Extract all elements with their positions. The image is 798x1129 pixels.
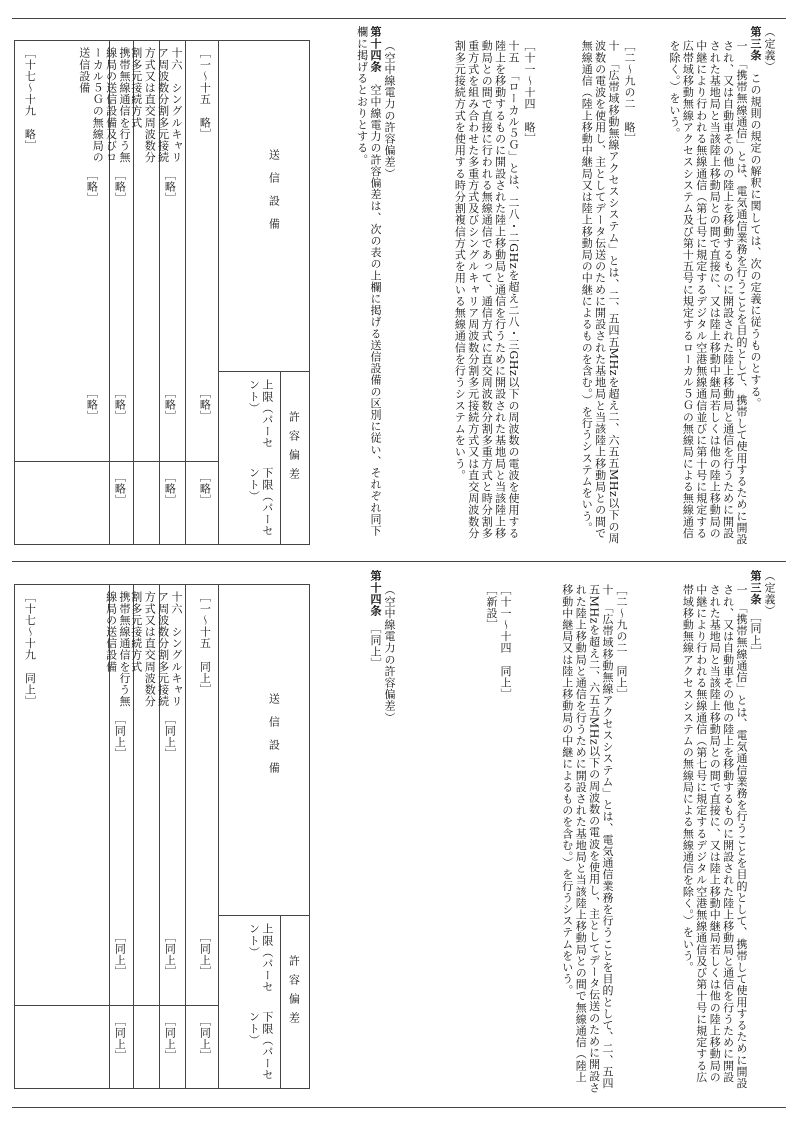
upper-col-equipment: 送信設備: [267, 149, 281, 241]
upper-art14-text: 空中線電力の許容偏差は、次の表の上欄に掲げる送信設備の区別に従い、それぞれ同下欄に掲げるとおりとする。: [355, 26, 382, 537]
top-rule: [12, 18, 786, 19]
upper-art3-lead-col: [749, 26, 762, 546]
divider: [280, 371, 281, 544]
upper-col-tolerance: 許容偏差: [287, 411, 301, 487]
upper-col-lower: 下限（パーセント）: [247, 467, 274, 537]
lower-art3-item1: 一 「携帯無線通信」とは、電気通信業務を行うことを目的として、携帯して使用するために開設され、又は自動車その他の陸上を移動するものに開設された陸上移動局と通信を行うために開設された基地局と当該陸上移動局との間で直接に、又は陸上移動中継局若しくは他の陸上移動局の中継により行われる無線通信（第七号に規定するデジタル空港無線通信及び第十号に規定する広帯域移動無線アクセスシステムの無線局による無線通信を除く。）をいう。: [681, 584, 748, 1089]
upper-row2-eq-c: ［略］: [163, 169, 177, 204]
upper-col-upper: 上限（パーセント）: [247, 379, 274, 449]
upper-row3-equipment: 携帯無線通信を行う無線局の送信設備及びローカル５Ｇの無線局の送信設備: [77, 47, 131, 163]
upper-row2-lower: ［略］: [163, 471, 177, 506]
upper-row4-equipment: ［十七～十九 略］: [23, 47, 37, 152]
upper-art3-item15: 十五 「ローカル５Ｇ」とは、二八・二GHzを超え二八・三GHz以下の周波数の電波を使用する陸上を移動するものに開設された陸上移動局と通信を行うために開設された基地局と当該陸上移動局との間で直接に行われる無線通信であって、通信方式に直交周波数分割多重方式と時分割多重方式を組み合わせた多重方式及びシングルキャリア周波数分割多元接続方式又は直交周波数分割多元接続方式を使用する時分割複信方式を用いる無線通信を行うシステムをいう。: [453, 40, 520, 539]
upper-row2-upper: ［略］: [163, 387, 177, 422]
divider: [280, 915, 281, 1088]
upper-art14-head: 第十四条: [369, 26, 382, 73]
divider: [218, 915, 309, 916]
lower-row2-upper: ［同上］: [163, 931, 177, 978]
lower-art14-caption: （空中線電力の許容偏差）: [383, 584, 396, 724]
lower-row1-lower: ［同上］: [198, 1015, 212, 1062]
upper-range-11-14: ［十一～十四 略］: [523, 40, 536, 145]
lower-art3-lead: ［同上］: [749, 616, 762, 658]
lower-row1-equipment: ［一～十五 同上］: [198, 591, 212, 696]
middle-rule: [12, 561, 786, 562]
lower-range-2-9-2: ［二～九の二 同上］: [615, 584, 628, 700]
upper-art3-lead: この規則の規定の解釈に関しては、次の定義に従うものとする。: [749, 72, 762, 409]
lower-row3-lower: ［同上］: [113, 1015, 127, 1062]
upper-row3-upper: ［略］: [113, 387, 127, 422]
upper-row2-equipment: 十六 シングルキャリア周波数分割多元接続方式又は直交周波数分割多元接続方式: [129, 47, 183, 163]
divider: [218, 41, 219, 544]
lower-row1-upper: ［同上］: [198, 931, 212, 978]
lower-row3-equipment: 携帯無線通信を行う無線局の送信設備: [104, 591, 131, 707]
lower-tolerance-table: [14, 584, 310, 1089]
lower-row4-equipment: ［十七～十九 同上］: [23, 591, 37, 707]
lower-art3-item10: 十 「広帯域移動無線アクセスシステム」とは、電気通信業務を行うことを目的として、二、五四五MHzを超え二、六五五MHz以下の周波数の電波を使用し、主としてデータ伝送のために開設された陸上移動局と通信を行うために開設された基地局と当該陸上移動局との間で無線通信（陸上移動中継局又は陸上移動局の中継によるものを含む。）を行うシステムをいう。: [560, 584, 614, 1094]
upper-tolerance-table: [14, 40, 310, 545]
divider: [15, 461, 218, 462]
divider: [15, 1005, 218, 1006]
upper-art14-text-col: [352, 26, 382, 546]
lower-art3-caption: （定義）: [763, 570, 776, 617]
upper-row3-lower: ［略］: [113, 471, 127, 506]
lower-row3-upper: ［同上］: [113, 931, 127, 978]
lower-art3-head: 第三条: [749, 570, 762, 605]
upper-art3-head: 第三条: [749, 26, 762, 61]
upper-art3-caption: （定義）: [763, 26, 776, 73]
lower-art3-lead-col: [749, 570, 762, 1090]
lower-new-item: ［新設］: [485, 584, 498, 631]
upper-row1-equipment: ［一～十五 略］: [198, 47, 212, 140]
upper-range-2-9-2: ［二～九の二 略］: [623, 40, 636, 145]
lower-row2-eq-c: ［同上］: [163, 713, 177, 760]
lower-col-lower: 下限（パーセント）: [247, 1011, 274, 1081]
bottom-rule: [12, 1107, 786, 1108]
lower-range-11-14: ［十一～十四 同上］: [499, 584, 512, 700]
lower-col-equipment: 送信設備: [267, 693, 281, 785]
upper-row3-upper2: ［略］: [85, 387, 99, 422]
lower-col-upper: 上限（パーセント）: [247, 923, 274, 993]
lower-row2-lower: ［同上］: [163, 1015, 177, 1062]
upper-art3-item10: 十 「広帯域移動無線アクセスシステム」とは、二、五四五MHzを超え二、六五五MHz以下の周波数の電波を使用し、主としてデータ伝送のために開設された基地局と当該陸上移動局との間で無線通信（陸上移動中継局又は陸上移動局の中継によるものを含む。）を行うシステムをいう。: [580, 40, 620, 544]
divider: [218, 585, 219, 1088]
lower-art14-text-col: [369, 570, 382, 1090]
divider: [185, 41, 186, 544]
lower-row2-equipment: 十六 シングルキャリア周波数分割多元接続方式又は直交周波数分割多元接続方式: [129, 591, 183, 707]
upper-row1-lower: ［略］: [198, 471, 212, 506]
lower-art14-head: 第十四条: [369, 570, 382, 617]
divider: [185, 585, 186, 1088]
upper-art14-caption: （空中線電力の許容偏差）: [383, 40, 396, 180]
upper-row1-upper: ［略］: [198, 387, 212, 422]
upper-row3-eq-c: ［略］: [113, 169, 127, 204]
lower-col-tolerance: 許容偏差: [287, 955, 301, 1031]
lower-art14-text: ［同上］: [369, 628, 382, 669]
upper-row3-eq-c2: ［略］: [85, 169, 99, 204]
divider: [218, 371, 309, 372]
upper-art3-item1: 一 「携帯無線通信」とは、電気通信業務を行うことを目的として、携帯して使用するために開設され、又は自動車その他の陸上を移動するものに開設された陸上移動局と通信を行うために開設された基地局と当該陸上移動局との間で直接に、又は陸上移動中継局若しくは他の陸上移動局の中継により行われる無線通信（第七号に規定するデジタル空港無線通信並びに第十号に規定する広帯域移動無線アクセスシステム及び第十五号に規定するローカル５Ｇの無線局による無線通信を除く。）をいう。: [667, 40, 748, 545]
lower-row3-eq-c: ［同上］: [113, 713, 127, 760]
